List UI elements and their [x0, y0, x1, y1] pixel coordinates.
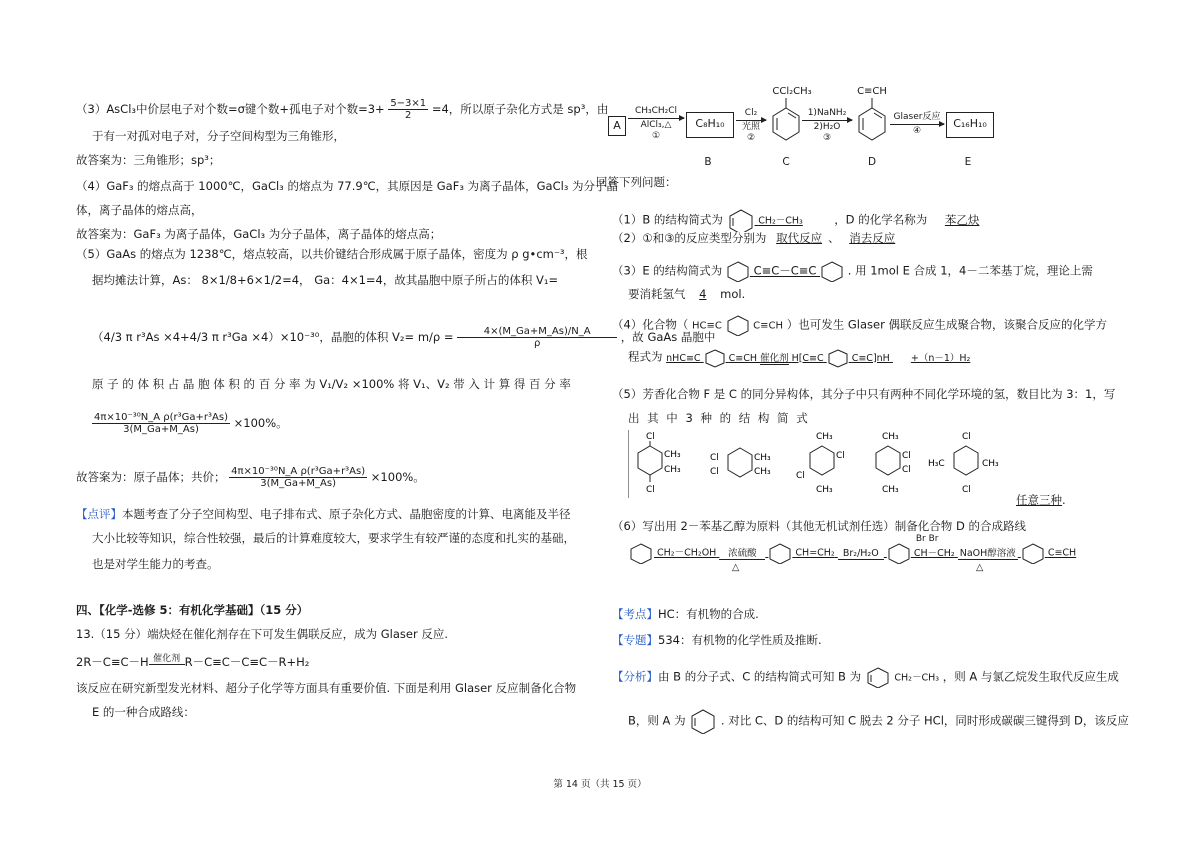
arrow-step-4 — [890, 112, 944, 137]
percent-den: 3(M_Ga+M_As) — [123, 424, 199, 435]
svg-text:CH₃: CH₃ — [882, 432, 899, 442]
q4-hc: HC≡C — [691, 320, 722, 332]
compound-b-box: C₈H₁₀ — [686, 112, 734, 138]
q2-answer-1: 取代反应 — [776, 231, 823, 245]
p5-c3: ，故 GaAs 晶胞中 — [620, 330, 716, 344]
q6-br: Br Br — [915, 533, 939, 544]
svg-text:Cl: Cl — [710, 453, 719, 463]
benzene-ring — [628, 542, 654, 564]
q6-reagent-2: Br₂/H₂O — [838, 548, 884, 560]
rxn-arrow — [149, 654, 185, 670]
isomer-2 — [710, 448, 771, 477]
v2-num: 4×(M_Ga+M_As)/N_A — [457, 326, 617, 338]
benzene-ring — [726, 260, 750, 282]
svg-text:Cl: Cl — [902, 451, 911, 461]
rxn-catalyst: 催化剂 — [153, 654, 181, 664]
p3-line2: 于有一对孤对电子对，分子空间构型为三角锥形， — [92, 129, 345, 143]
benzene-ring — [1021, 542, 1045, 564]
step-1: ① — [651, 131, 661, 141]
question-4 — [612, 314, 1107, 336]
compound-d-ring — [856, 98, 888, 144]
comment-line1 — [76, 506, 571, 522]
compound-e-box: C₁₆H₁₀ — [946, 112, 994, 138]
q4-text-b: ）也可发生 Glaser 偶联反应生成聚合物，该聚合反应的化学方 — [786, 317, 1107, 332]
q4-eq-mid: C≡CH — [728, 352, 757, 364]
answer-2: 故答案为：GaF₃ 为离子晶体，GaCl₃ 为分子晶体，离子晶体的熔点高； — [76, 227, 442, 241]
isomer-1 — [638, 432, 681, 495]
q1-answer-d-name: 苯乙炔 — [944, 212, 980, 227]
analysis-ethyl: CH₂－CH₃ — [894, 672, 940, 684]
svg-text:Cl: Cl — [962, 485, 971, 495]
compound-a-box: A — [608, 116, 626, 136]
q6-delta-2: △ — [976, 562, 984, 573]
svg-text:CH₃: CH₃ — [664, 465, 681, 475]
svg-text:CH₃: CH₃ — [754, 453, 771, 463]
p5-c1: （4/3 π r³As ×4+4/3 π r³Ga ×4）×10⁻³⁰，晶胞的体积 V₂= — [92, 330, 415, 344]
p3-line1 — [76, 98, 608, 121]
label-e: E — [964, 156, 972, 168]
p5-c2: m/ρ = — [417, 330, 454, 344]
q3-text-c2: mol. — [720, 287, 746, 301]
q3-text-c1: 要消耗氢气 — [628, 287, 686, 301]
kaodian — [612, 606, 759, 622]
svg-text:CH₃: CH₃ — [816, 432, 833, 442]
p5-b1: 据均摊法计算，As： — [92, 273, 198, 287]
compound-d-substituent: C≡CH — [857, 86, 887, 97]
benzene-ring — [768, 542, 792, 564]
q6-styrene: CH=CH₂ — [795, 547, 835, 559]
svg-text:Cl: Cl — [902, 465, 911, 475]
question-2: （2）①和③的反应类型分别为 取代反应 、 消去反应 — [612, 230, 901, 246]
zhuanti-text: 534：有机物的化学性质及推断. — [658, 633, 822, 647]
question-5: （5）芳香化合物 F 是 C 的同分异构体，其分子中只有两种不同化学环境的氢，数目比为 3：1，写 — [612, 387, 1116, 401]
v2-den: ρ — [533, 338, 541, 349]
synthesis-scheme — [606, 86, 1126, 170]
q6-delta-1: △ — [732, 562, 740, 573]
comment-tag: 【点评】 — [76, 507, 122, 521]
p3-text-a: （3）AsCl₃中价层电子对个数=σ键个数+孤电子对个数=3+ — [76, 102, 385, 116]
comment-line2: 大小比较等知识，综合性较强，最后的计算难度较大，要求学生有较严谨的态度和扎实的基础， — [92, 531, 575, 545]
q1-ethyl: CH₂－CH₃ — [758, 215, 803, 227]
svg-text:Cl: Cl — [710, 467, 719, 477]
isomers-note: 任意三种. — [1016, 493, 1066, 507]
isomer-structures — [628, 430, 1108, 500]
q1-text-b: ，D 的化学名称为 — [834, 212, 928, 227]
fraction-vsepr — [388, 98, 428, 121]
kaodian-tag: 【考点】 — [612, 607, 658, 621]
comment-line3: 也是对学生能力的考查。 — [92, 557, 219, 571]
q6-dibromide-text: CH－CH₂ — [913, 547, 955, 559]
reagent-1-bottom: AlCl₃,△ — [640, 120, 672, 130]
zhuanti — [612, 632, 822, 648]
q3-diyne: C≡C－C≡C — [753, 263, 817, 278]
compound-c-ring — [770, 98, 802, 144]
q5-any-three: 任意三种 — [1016, 493, 1062, 507]
reagent-4-top: Glaser反应 — [893, 112, 941, 122]
q4-ch: C≡CH — [753, 320, 784, 332]
q4-poly-right: C≡C]nH — [851, 352, 890, 364]
p5-b2: 8×1/8+6×1/2=4， — [201, 273, 311, 287]
prompt: 回答下列问题： — [596, 175, 677, 189]
svg-text:CH₃: CH₃ — [816, 485, 833, 495]
question-5-cont: 出 其 中 3 种 的 结 构 简 式 — [628, 411, 810, 425]
svg-text:Cl: Cl — [962, 432, 971, 442]
q3-answer-e — [726, 260, 844, 282]
percent-num: 4π×10⁻³⁰N_A ρ(r³Ga+r³As) — [94, 412, 228, 423]
benzene-ring — [827, 348, 849, 368]
analysis-line2 — [628, 708, 1129, 734]
svg-text:Cl: Cl — [646, 432, 655, 442]
analysis-line1 — [612, 666, 1119, 688]
question-3 — [612, 260, 1093, 282]
glaser-equation — [76, 654, 309, 670]
arrow-step-3 — [802, 108, 852, 144]
q4-text-a: （4）化合物（ — [612, 317, 689, 332]
benzene-ring — [820, 260, 844, 282]
svg-text:Cl: Cl — [796, 471, 805, 481]
benzene-ring — [704, 348, 726, 368]
svg-text:CH₃: CH₃ — [882, 485, 899, 495]
section-heading: 四、【化学-选修 5：有机化学基础】（15 分） — [76, 603, 309, 617]
arrow-step-1 — [628, 106, 684, 142]
step-3: ③ — [822, 133, 832, 143]
benzene-ring — [887, 542, 911, 564]
rxn-left: 2R－C≡C－H — [76, 655, 149, 669]
q6-dibromide — [913, 533, 955, 559]
question-3-cont — [628, 286, 745, 302]
isomer-4 — [876, 432, 911, 495]
comment-text-1: 本题考查了分子空间构型、电子排布式、原子杂化方式、晶胞密度的计算、电离能及半径 — [122, 507, 571, 521]
svg-text:CH₃: CH₃ — [754, 467, 771, 477]
question-13: 13.（15 分）端炔烃在催化剂存在下可发生偶联反应，成为 Glaser 反应. — [76, 627, 448, 641]
ans3-tail: ×100%。 — [370, 470, 425, 484]
rxn-right: R－C≡C－C≡C－R+H₂ — [184, 655, 310, 669]
analysis-text-c: B，则 A 为 — [628, 713, 686, 728]
q4-poly-left: H[C≡C — [791, 352, 824, 364]
q6-end: C≡CH — [1047, 547, 1077, 559]
q4-tail: +（n－1）H₂ — [910, 352, 971, 364]
q4-answer — [666, 353, 970, 364]
q3-text-a: （3）E 的结构简式为 — [612, 263, 723, 278]
p3-text-b: =4，所以原子杂化方式是 sp³，由 — [431, 102, 609, 116]
intro-line2: E 的一种合成路线： — [92, 705, 195, 719]
reagent-2-bottom: 光照 — [741, 122, 760, 132]
q6-reagent-3: NaOH醇溶液 — [958, 545, 1018, 560]
ans3-fraction — [229, 466, 367, 489]
answer-1: 故答案为：三角锥形；sp³； — [76, 153, 221, 167]
zhuanti-tag: 【专题】 — [612, 633, 658, 647]
ans3-num: 4π×10⁻³⁰N_A ρ(r³Ga+r³As) — [231, 466, 366, 477]
svg-text:H₃C: H₃C — [928, 459, 945, 469]
question-6-route — [628, 533, 1077, 564]
reagent-1-top: CH₃CH₂Cl — [634, 106, 678, 116]
fraction-den: 2 — [405, 110, 412, 121]
p5-line1: （5）GaAs 的熔点为 1238℃，熔点较高，以共价键结合形成属于原子晶体，密度为 ρ g•cm⁻³，根 — [76, 247, 588, 261]
question-1 — [612, 208, 993, 232]
ans3-den: 3(M_Ga+M_As) — [260, 478, 337, 489]
q2-answer-2: 消去反应 — [849, 231, 896, 245]
percent-tail: ×100%。 — [233, 416, 288, 430]
reagent-3-bottom: 2)H₂O — [813, 122, 841, 132]
q1-text-a: （1）B 的结构简式为 — [612, 212, 723, 227]
reagent-2-top: Cl₂ — [744, 108, 758, 118]
svg-text:CH₃: CH₃ — [664, 450, 681, 460]
page-footer: 第 14 页（共 15 页） — [553, 779, 647, 790]
p5-line4: 原 子 的 体 积 占 晶 胞 体 积 的 百 分 率 为 V₁/V₂ ×100% 将 V₁、V₂ 带 入 计 算 得 百 分 率 — [92, 377, 571, 391]
q4-text-c: 程式为 — [628, 349, 663, 364]
benzene-ring — [726, 314, 750, 336]
benzene-ring — [865, 666, 891, 688]
step-2: ② — [746, 133, 756, 143]
ans3-pre: 故答案为：原子晶体；共价； — [76, 470, 226, 484]
p5-b3: Ga：4×1=4，故其晶胞中原子所占的体积 V₁= — [314, 273, 559, 287]
isomer-5 — [928, 432, 999, 495]
svg-text:Cl: Cl — [836, 451, 845, 461]
kaodian-text: HC：有机物的合成. — [658, 607, 759, 621]
isomer-3 — [796, 432, 845, 495]
p5-line5 — [92, 412, 288, 435]
q1-answer-b — [727, 208, 831, 232]
q6-start: CH₂－CH₂OH — [657, 547, 717, 559]
q3-text-b: . 用 1mol E 合成 1，4－二苯基丁烷，理论上需 — [847, 263, 1093, 278]
q4-eq-left: nHC≡C — [666, 352, 701, 364]
fraction-v2 — [457, 326, 617, 349]
benzene-ring — [727, 208, 755, 232]
q2-text: （2）①和③的反应类型分别为 — [612, 231, 767, 245]
arrow-step-2 — [736, 108, 766, 144]
p4-line1: （4）GaF₃ 的熔点高于 1000℃，GaCl₃ 的熔点为 77.9℃，其原因是 GaF₃ 为离子晶体，GaCl₃ 为分子晶 — [76, 179, 619, 193]
q4-catalyst: 催化剂 — [760, 352, 789, 364]
p4-line2: 体，离子晶体的熔点高， — [76, 203, 203, 217]
question-4-equation — [628, 348, 970, 368]
question-6: （6）写出用 2－苯基乙醇为原料（其他无机试剂任选）制备化合物 D 的合成路线 — [612, 519, 1026, 533]
label-d: D — [867, 156, 877, 168]
fraction-percent — [92, 412, 230, 435]
p5-line2 — [92, 272, 558, 288]
q6-reagent-1: 浓硫酸 — [719, 545, 765, 560]
svg-text:CH₃: CH₃ — [982, 459, 999, 469]
analysis-text-b: ，则 A 与氯乙烷发生取代反应生成 — [942, 669, 1119, 684]
svg-text:Cl: Cl — [646, 485, 655, 495]
benzene-ring — [689, 708, 717, 734]
analysis-text-a: 由 B 的分子式、C 的结构简式可知 B 为 — [658, 669, 862, 684]
analysis-text-d: . 对比 C、D 的结构可知 C 脱去 2 分子 HCl，同时形成碳碳三键得到 D，该反应 — [720, 713, 1129, 728]
reagent-3-top: 1)NaNH₂ — [807, 108, 847, 118]
label-c: C — [782, 156, 790, 168]
step-4: ④ — [912, 126, 922, 136]
label-b: B — [704, 156, 712, 168]
compound-c-substituent: CCl₂CH₃ — [772, 86, 812, 97]
q3-answer-h2: 4 — [699, 287, 707, 301]
fraction-num: 5−3×1 — [390, 98, 427, 109]
intro-line1: 该反应在研究新型发光材料、超分子化学等方面具有重要价值. 下面是利用 Glaser 反应制备化合物 — [76, 681, 577, 695]
analysis-tag: 【分析】 — [612, 669, 658, 684]
answer-3 — [76, 466, 425, 489]
